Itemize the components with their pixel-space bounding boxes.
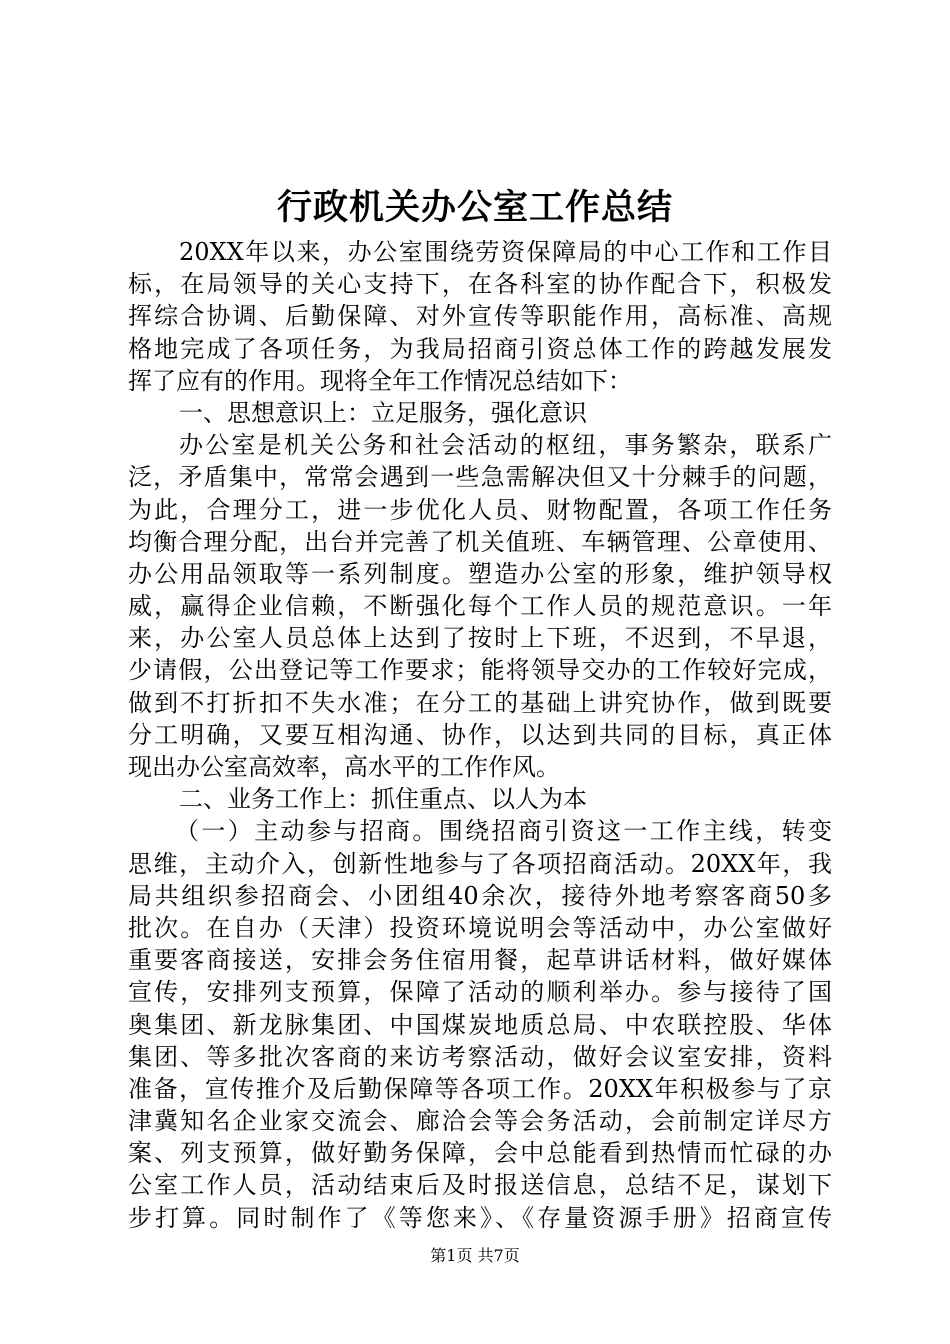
- text-line: 挥综合协调、后勤保障、对外宣传等职能作用，高标准、高规: [128, 302, 832, 331]
- section-heading: 一、思想意识上：立足服务，强化意识: [179, 398, 587, 427]
- text-line: 集团、等多批次客商的来访考察活动，做好会议室安排，资料: [128, 1042, 832, 1071]
- text-line: 现出办公室高效率，高水平的工作作风。: [128, 753, 560, 781]
- document-title: 行政机关办公室工作总结: [276, 187, 673, 228]
- text-line: 挥了应有的作用。现将全年工作情况总结如下：: [128, 366, 632, 395]
- text-line: （一）主动参与招商。围绕招商引资这一工作主线，转变: [175, 817, 832, 846]
- text-line: 批次。在自办（天津）投资环境说明会等活动中，办公室做好: [128, 913, 832, 942]
- text-line: 为此，合理分工，进一步优化人员、财物配置，各项工作任务: [128, 495, 832, 524]
- text-line: 宣传，安排列支预算，保障了活动的顺利举办。参与接待了国: [128, 978, 832, 1007]
- text-line: 均衡合理分配，出台并完善了机关值班、车辆管理、公章使用、: [128, 527, 832, 556]
- text-line: 分工明确，又要互相沟通、协作，以达到共同的目标，真正体: [128, 720, 832, 749]
- text-line: 20XX年以来，办公室围绕劳资保障局的中心工作和工作目: [179, 238, 832, 266]
- text-line: 案、列支预算，做好勤务保障，会中总能看到热情而忙碌的办: [128, 1139, 832, 1168]
- text-line: 标，在局领导的关心支持下，在各科室的协作配合下，积极发: [128, 270, 832, 299]
- text-line: 少请假，公出登记等工作要求；能将领导交办的工作较好完成，: [128, 656, 832, 685]
- text-line: 思维，主动介入，创新性地参与了各项招商活动。20XX年，我: [128, 849, 832, 878]
- text-line: 做到不打折扣不失水准；在分工的基础上讲究协作，做到既要: [128, 688, 832, 717]
- text-line: 局共组织参招商会、小团组40余次，接待外地考察客商50多: [128, 881, 832, 910]
- text-line: 泛，矛盾集中，常常会遇到一些急需解决但又十分棘手的问题，: [128, 463, 832, 492]
- text-line: 格地完成了各项任务，为我局招商引资总体工作的跨越发展发: [128, 334, 832, 363]
- text-line: 威，赢得企业信赖，不断强化每个工作人员的规范意识。一年: [128, 592, 832, 621]
- page-number-footer: 第1页 共7页: [430, 1246, 520, 1265]
- text-line: 准备，宣传推介及后勤保障等各项工作。20XX年积极参与了京: [128, 1074, 832, 1103]
- text-line: 重要客商接送，安排会务住宿用餐，起草讲话材料，做好媒体: [128, 946, 832, 975]
- document-body: [128, 236, 832, 1234]
- section-heading: 二、业务工作上：抓住重点、以人为本: [179, 785, 587, 814]
- text-line: 办公室是机关公务和社会活动的枢纽，事务繁杂，联系广: [179, 431, 832, 460]
- text-line: 步打算。同时制作了《等您来》、《存量资源手册》招商宣传: [128, 1203, 832, 1232]
- text-line: 来，办公室人员总体上达到了按时上下班，不迟到，不早退，: [128, 624, 832, 653]
- text-line: 奥集团、新龙脉集团、中国煤炭地质总局、中农联控股、华体: [128, 1010, 832, 1039]
- text-line: 办公用品领取等一系列制度。塑造办公室的形象，维护领导权: [128, 559, 832, 588]
- text-line: 公室工作人员，活动结束后及时报送信息，总结不足，谋划下: [128, 1171, 832, 1200]
- text-line: 津冀知名企业家交流会、廊洽会等会务活动，会前制定详尽方: [128, 1107, 832, 1136]
